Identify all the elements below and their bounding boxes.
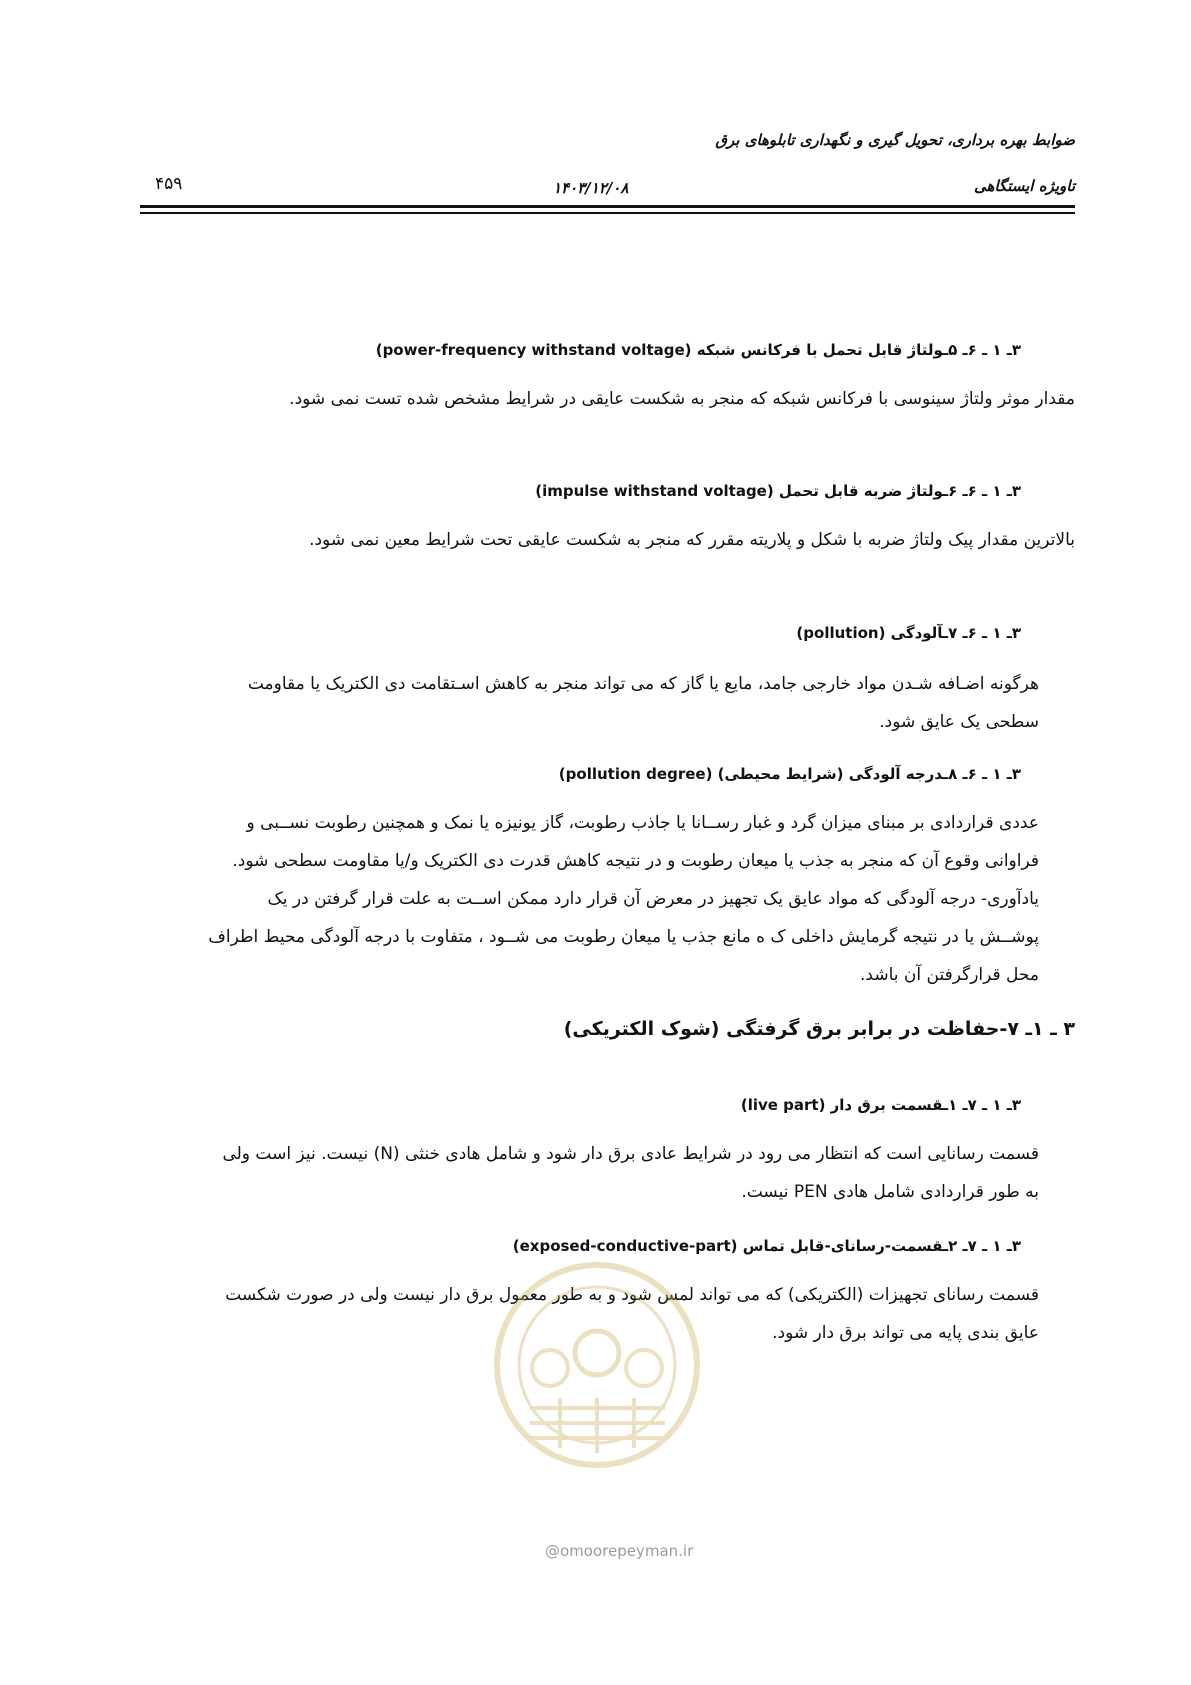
section-heading: ۳ـ ۱ ـ ۶ـ ۸ـدرجه آلودگی (شرایط محیطی) (pollution degree) [558, 765, 1021, 783]
header-rule-thick [140, 205, 1075, 208]
header-rule-thin [140, 212, 1075, 214]
document-date: ۱۴۰۳/۱۲/۰۸ [553, 179, 629, 197]
document-subtitle: تاویژه ایستگاهی [973, 177, 1075, 195]
section-paragraph: قسمت رسانای تجهیزات (الکتریکی) که می تواند لمس شود و به طور معمول برق دار نیست ولی در صورت شکست عایق بندی پایه می تواند برق دار شود. [225, 1285, 1039, 1343]
section-heading: ۳ـ ۱ ـ ۶ـ ۷ـآلودگی (pollution) [796, 624, 1021, 642]
section-paragraph: بالاترین مقدار پیک ولتاژ ضربه با شکل و پلاریته مقرر که منجر به شکست عایقی تحت شرایط معین نمی شود. [309, 530, 1075, 550]
section-paragraph: هرگونه اضـافه شـدن مواد خارجی جامد، مایع یا گاز که می تواند منجر به کاهش اسـتقامت دی الکتریک یا مقاومت سطحی یک عایق شود. [247, 674, 1039, 732]
section-heading: ۳ـ ۱ ـ ۷ـ ۲ـقسمت-رسانای-قابل تماس (exposed-conductive-part) [512, 1237, 1021, 1255]
section-paragraph: عددی قراردادی بر مبنای میزان گرد و غبار رســانا یا جاذب رطوبت، گاز یونیزه یا نمک و همچنین رطوبت نســبی و فراوانی وقوع آن که منجر به جذب یا میعان رطوبت و در نتیجه کاهش قدرت دی الکتریک و/یا مقاومت سطحی شود. [232, 813, 1039, 871]
section-note: یادآوری- درجه آلودگی که مواد عایق یک تجهیز در معرض آن قرار دارد ممکن اســت به علت قرار گرفتن در یک پوشــش یا در نتیجه گرمایش داخلی ک ه مانع جذب یا میعان رطوبت می شــود ، متفاوت با درجه آلودگی محیط اطراف محل قرارگرفتن آن باشد. [208, 889, 1039, 985]
section-heading: ۳ـ ۱ ـ ۶ـ ۶ـولتاژ ضربه قابل تحمل (impulse withstand voltage) [535, 482, 1021, 500]
watermark-text: @omoorepeyman.ir [545, 1542, 694, 1560]
document-title: ضوابط بهره برداری، تحویل گیری و نگهداری تابلوهای برق [715, 131, 1075, 149]
section-paragraph: مقدار موثر ولتاژ سینوسی با فرکانس شبکه که منجر به شکست عایقی در شرایط مشخص شده تست نمی شود. [289, 389, 1075, 409]
page-number: ۴۵۹ [155, 174, 183, 194]
section-heading: ۳ـ ۱ ـ ۷ـ ۱ـقسمت برق دار (live part) [740, 1096, 1021, 1114]
watermark-seal-icon [490, 1258, 705, 1473]
main-section-heading: ۳ ـ ۱ـ ۷-حفاظت در برابر برق گرفتگی (شوک الکتریکی) [563, 1018, 1075, 1040]
section-heading: ۳ـ ۱ ـ ۶ـ ۵ـولتاژ قابل تحمل با فرکانس شبکه (power-frequency withstand voltage) [375, 341, 1021, 359]
section-paragraph: قسمت رسانایی است که انتظار می رود در شرایط عادی برق دار شود و شامل هادی خنثی (N) نیست. نیز است ولی به طور قراردادی شامل هادی PEN نیست. [222, 1144, 1039, 1202]
